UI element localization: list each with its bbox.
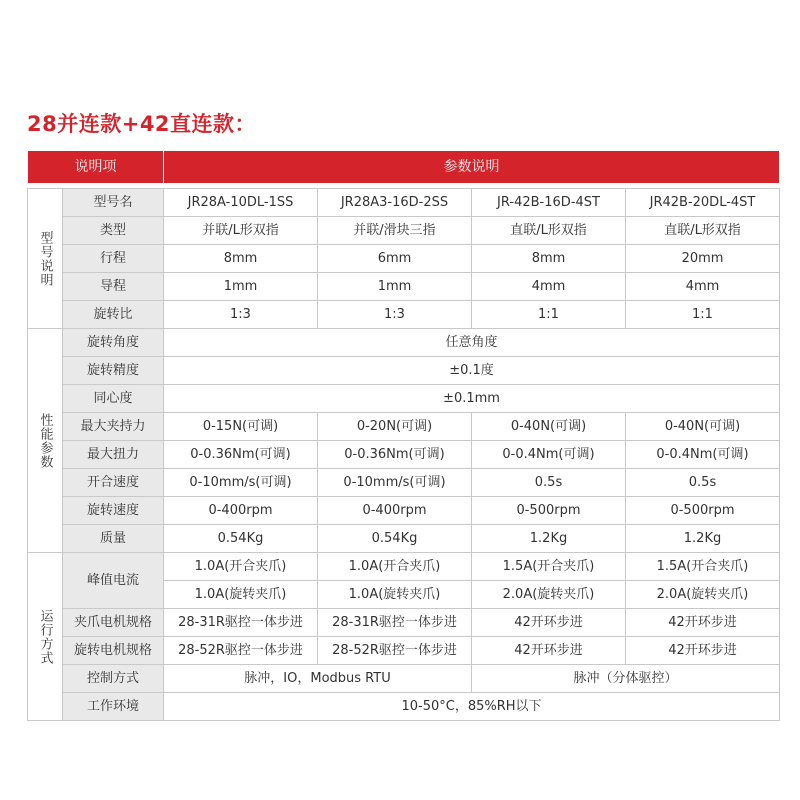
cell-value: 0-15N(可调) bbox=[164, 413, 318, 441]
cell-value: 42开环步进 bbox=[626, 609, 780, 637]
table-row bbox=[28, 469, 780, 497]
row-label-stroke: 行程 bbox=[63, 245, 164, 273]
table-row bbox=[28, 245, 780, 273]
row-label-rot-angle: 旋转角度 bbox=[63, 329, 164, 357]
cell-value: 28-31R驱控一体步进 bbox=[164, 609, 318, 637]
cell-value: 1.0A(旋转夹爪) bbox=[318, 581, 472, 609]
cell-value: 1mm bbox=[318, 273, 472, 301]
cell-value: 任意角度 bbox=[164, 329, 780, 357]
cell-value: 1.5A(开合夹爪) bbox=[472, 553, 626, 581]
cell-value: 0-40N(可调) bbox=[472, 413, 626, 441]
table-row bbox=[28, 693, 780, 721]
header-param-label: 参数说明 bbox=[164, 151, 780, 184]
cell-value: 1.0A(开合夹爪) bbox=[318, 553, 472, 581]
cell-value: 并联/滑块三指 bbox=[318, 217, 472, 245]
table-row bbox=[28, 217, 780, 245]
row-label-peak-current: 峰值电流 bbox=[63, 553, 164, 609]
cell-value: 10-50°C，85%RH以下 bbox=[164, 693, 780, 721]
cell-value: 42开环步进 bbox=[472, 609, 626, 637]
cell-value: 0.54Kg bbox=[164, 525, 318, 553]
table-row bbox=[28, 637, 780, 665]
row-label-rot-precision: 旋转精度 bbox=[63, 357, 164, 385]
row-label-env: 工作环境 bbox=[63, 693, 164, 721]
cell-value: 2.0A(旋转夹爪) bbox=[626, 581, 780, 609]
cell-value: 0-0.4Nm(可调) bbox=[472, 441, 626, 469]
cell-value: 42开环步进 bbox=[626, 637, 780, 665]
cell-value: 2.0A(旋转夹爪) bbox=[472, 581, 626, 609]
table-row bbox=[28, 273, 780, 301]
row-label-lead: 导程 bbox=[63, 273, 164, 301]
row-label-max-torque: 最大扭力 bbox=[63, 441, 164, 469]
cell-value: 28-52R驱控一体步进 bbox=[318, 637, 472, 665]
cell-value: 0.54Kg bbox=[318, 525, 472, 553]
page-title: 28并连款+42直连款： bbox=[27, 112, 257, 136]
group-operation-label: 运行方式 bbox=[28, 553, 63, 721]
cell-value: 0-400rpm bbox=[164, 497, 318, 525]
cell-value: 8mm bbox=[472, 245, 626, 273]
cell-value: 1.0A(旋转夹爪) bbox=[164, 581, 318, 609]
row-label-control: 控制方式 bbox=[63, 665, 164, 693]
cell-value: 0-10mm/s(可调) bbox=[164, 469, 318, 497]
table-row bbox=[28, 497, 780, 525]
cell-value: 1:3 bbox=[164, 301, 318, 329]
table-row bbox=[28, 665, 780, 693]
cell-value: 直联/L形双指 bbox=[472, 217, 626, 245]
cell-value: 0-0.36Nm(可调) bbox=[164, 441, 318, 469]
cell-value: 4mm bbox=[626, 273, 780, 301]
row-label-grip-motor: 夹爪电机规格 bbox=[63, 609, 164, 637]
row-label-concentricity: 同心度 bbox=[63, 385, 164, 413]
cell-value: 脉冲（分体驱控） bbox=[472, 665, 780, 693]
cell-value: JR-42B-16D-4ST bbox=[472, 189, 626, 217]
cell-value: 直联/L形双指 bbox=[626, 217, 780, 245]
cell-value: 1.2Kg bbox=[626, 525, 780, 553]
cell-value: 0-500rpm bbox=[626, 497, 780, 525]
table-row bbox=[28, 441, 780, 469]
cell-value: ±0.1mm bbox=[164, 385, 780, 413]
row-label-type: 类型 bbox=[63, 217, 164, 245]
group-performance-label: 性能参数 bbox=[28, 329, 63, 553]
table-row bbox=[28, 385, 780, 413]
cell-value: 0.5s bbox=[626, 469, 780, 497]
cell-value: 0.5s bbox=[472, 469, 626, 497]
cell-value: 8mm bbox=[164, 245, 318, 273]
cell-value: JR28A3-16D-2SS bbox=[318, 189, 472, 217]
row-label-rot-speed: 旋转速度 bbox=[63, 497, 164, 525]
cell-value: 1:1 bbox=[626, 301, 780, 329]
row-label-mass: 质量 bbox=[63, 525, 164, 553]
table-row bbox=[28, 329, 780, 357]
table-row bbox=[28, 189, 780, 217]
cell-value: 28-31R驱控一体步进 bbox=[318, 609, 472, 637]
group-model-label: 型号说明 bbox=[28, 189, 63, 329]
row-label-ratio: 旋转比 bbox=[63, 301, 164, 329]
table-row bbox=[28, 357, 780, 385]
cell-value: 28-52R驱控一体步进 bbox=[164, 637, 318, 665]
cell-value: 0-0.36Nm(可调) bbox=[318, 441, 472, 469]
cell-value: 并联/L形双指 bbox=[164, 217, 318, 245]
cell-value: 1.2Kg bbox=[472, 525, 626, 553]
cell-value: 1mm bbox=[164, 273, 318, 301]
table-row bbox=[28, 301, 780, 329]
cell-value: ±0.1度 bbox=[164, 357, 780, 385]
cell-value: 脉冲，IO，Modbus RTU bbox=[164, 665, 472, 693]
row-label-model: 型号名 bbox=[63, 189, 164, 217]
table-header-row bbox=[28, 151, 780, 184]
cell-value: 1.5A(开合夹爪) bbox=[626, 553, 780, 581]
cell-value: 0-0.4Nm(可调) bbox=[626, 441, 780, 469]
cell-value: 0-20N(可调) bbox=[318, 413, 472, 441]
cell-value: 0-400rpm bbox=[318, 497, 472, 525]
cell-value: 20mm bbox=[626, 245, 780, 273]
row-label-rot-motor: 旋转电机规格 bbox=[63, 637, 164, 665]
table-row bbox=[28, 609, 780, 637]
cell-value: 6mm bbox=[318, 245, 472, 273]
table-row bbox=[28, 413, 780, 441]
cell-value: 1:3 bbox=[318, 301, 472, 329]
cell-value: 1.0A(开合夹爪) bbox=[164, 553, 318, 581]
cell-value: JR28A-10DL-1SS bbox=[164, 189, 318, 217]
cell-value: 42开环步进 bbox=[472, 637, 626, 665]
table-row bbox=[28, 525, 780, 553]
cell-value: JR42B-20DL-4ST bbox=[626, 189, 780, 217]
table-row bbox=[28, 553, 780, 581]
cell-value: 4mm bbox=[472, 273, 626, 301]
cell-value: 0-500rpm bbox=[472, 497, 626, 525]
header-item-label: 说明项 bbox=[28, 151, 164, 184]
spec-table bbox=[27, 150, 780, 721]
row-label-max-grip: 最大夹持力 bbox=[63, 413, 164, 441]
cell-value: 0-40N(可调) bbox=[626, 413, 780, 441]
row-label-open-speed: 开合速度 bbox=[63, 469, 164, 497]
cell-value: 1:1 bbox=[472, 301, 626, 329]
cell-value: 0-10mm/s(可调) bbox=[318, 469, 472, 497]
